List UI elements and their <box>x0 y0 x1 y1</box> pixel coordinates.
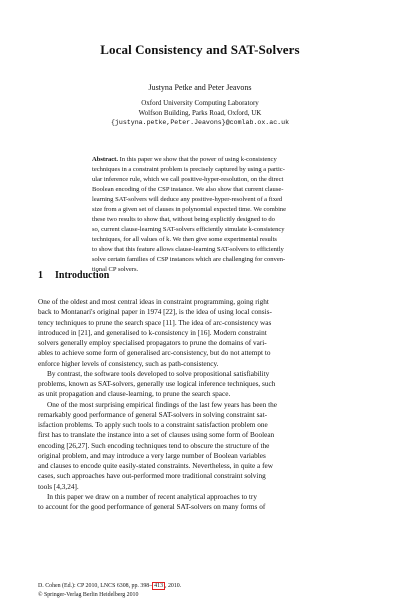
abstract-line: techniques in a constraint problem is precisely captured by using a partic- <box>92 166 285 173</box>
body-line: tency techniques to prune the search space [11]. The idea of arc-consistency was <box>38 318 272 327</box>
paper-authors: Justyna Petke and Peter Jeavons <box>148 83 252 92</box>
body-line: to account for the good performance of general SAT-solvers on many forms of <box>38 503 266 511</box>
abstract-line: so, current clause-learning SAT-solvers efficiently simulate k-consistency <box>92 226 285 233</box>
body-line: In this paper we draw on a number of recent analytical approaches to try <box>47 492 257 501</box>
abstract-line: techniques, for all values of k. We then give some experimental results <box>92 236 277 243</box>
body-line: back to Montanari's original paper in 1974 [22], is the idea of using local consis- <box>38 308 272 317</box>
citation-line: D. Cohen (Ed.): CP 2010, LNCS 6308, pp. 398– 413 , 2010. <box>38 583 182 589</box>
section-number: 1 <box>38 270 43 281</box>
body-line: solvers generally employ specialised propagators to prune the domains of vari- <box>38 339 267 347</box>
abstract-line: these two results to show that, without being explicitly designed to do <box>92 216 275 223</box>
body-line: original problem, and may introduce a very large number of Boolean variables <box>38 451 266 460</box>
body-line: encoding [26,27]. Such encoding techniques tend to obscure the structure of the <box>38 441 270 450</box>
page-footer <box>38 582 181 599</box>
body-line: tools [4,3,24]. <box>38 482 79 491</box>
body-line: as unit propagation and clause-learning, to prune the search space. <box>38 390 231 399</box>
abstract-line: Abstract. In this paper we show that the power of using k-consistency <box>92 156 277 163</box>
body-line: enforce higher levels of consistency, such as path-consistency. <box>38 359 219 368</box>
paper-title: Local Consistency and SAT-Solvers <box>100 42 300 57</box>
body-line: isfaction problems. To apply such tools to a constraint satisfaction problem one <box>38 421 268 429</box>
page-end-link[interactable]: 413 <box>154 583 164 589</box>
section-heading <box>38 270 109 281</box>
abstract-line: size from a given set of clauses in polynomial expected time. We combine <box>92 206 287 213</box>
abstract-line: ular inference rule, which we call positive-hyper-resolution, on the direct <box>92 176 284 183</box>
affiliation-line: Wolfson Building, Parks Road, Oxford, UK <box>138 109 262 117</box>
body-line: cases, such approaches have out-performed more traditional constraint solving <box>38 472 266 481</box>
abstract-line: Boolean encoding of the CSP instance. We also show that current clause- <box>92 186 284 193</box>
body-line: One of the oldest and most central ideas in constraint programming, going right <box>38 298 269 306</box>
affiliation-block <box>0 98 400 128</box>
abstract <box>92 155 333 275</box>
body-line: and clauses to encode quite easily-stated constraints. Nevertheless, in quite a few <box>38 462 273 470</box>
copyright-line: © Springer-Verlag Berlin Heidelberg 2010 <box>38 591 139 598</box>
body-line: remarkably good performance of general SAT-solvers in solving constraint sat- <box>38 410 268 419</box>
affiliation-line: Oxford University Computing Laboratory <box>141 99 259 107</box>
body-line: first has to translate the instance into a set of clauses using some form of Boolean <box>38 431 275 440</box>
body-text <box>38 297 364 512</box>
abstract-line: to show that this feature allows clause-learning SAT-solvers to efficiently <box>92 246 284 253</box>
body-line: introduced in [21], and generalised to k-consistency in [16]. Modern constraint <box>38 328 267 337</box>
body-line: ables to achieve some form of generalised arc-consistency, but do not attempt to <box>38 349 271 358</box>
abstract-line: learning SAT-solvers will deduce any positive-hyper-resolvent of a fixed <box>92 196 283 203</box>
abstract-label: Abstract. <box>92 156 118 163</box>
abstract-line: tional CP solvers. <box>92 266 139 273</box>
body-line: problems, known as SAT-solvers, generally use logical inference techniques, such <box>38 380 276 388</box>
body-line: By contrast, the software tools developed to solve propositional satisfiability <box>47 369 270 378</box>
abstract-line: solve certain families of CSP instances which are challenging for conven- <box>92 256 286 263</box>
section-title: Introduction <box>55 270 110 281</box>
author-email: {justyna.petke,Peter.Jeavons}@comlab.ox.ac.uk <box>110 119 290 126</box>
body-line: One of the most surprising empirical findings of the last few years has been the <box>47 400 277 409</box>
